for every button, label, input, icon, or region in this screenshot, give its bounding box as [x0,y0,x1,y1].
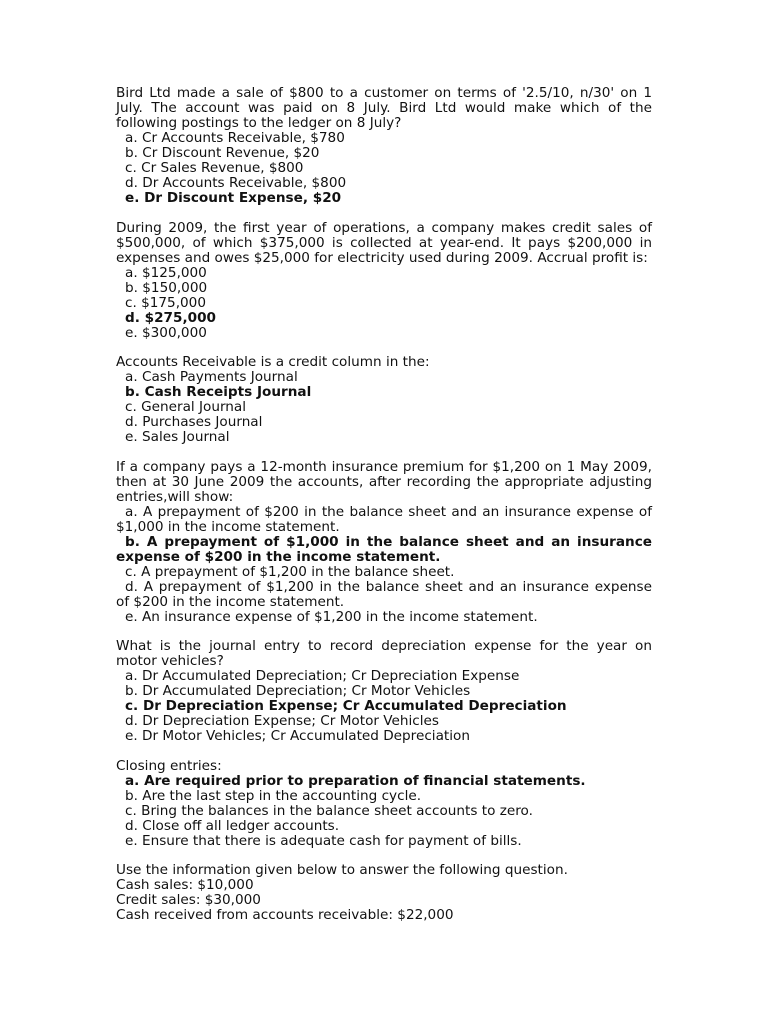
option-list [116,505,652,625]
answer-option: c. General Journal [125,399,247,415]
question-stem: During 2009, the first year of operations, a company makes credit sales of $500,000, of which $375,000 is collected at year-end. It pays $200,000 in expenses and owes $25,000 for electricity used during 2009. Accrual profit is: [116,219,652,266]
correct-answer-option: b. Cash Receipts Journal [125,384,312,400]
answer-option: e. Sales Journal [125,429,230,445]
question-stem: Bird Ltd made a sale of $800 to a customer on terms of '2.5/10, n/30' on 1 July. The account was paid on 8 July. Bird Ltd would make which of the following postings to the ledger on 8 July? [116,85,652,131]
info-line: Cash sales: $10,000 [116,877,254,893]
answer-option: d. Purchases Journal [125,414,263,430]
answer-option: b. Dr Accumulated Depreciation; Cr Motor Vehicles [125,683,471,699]
option-list [116,370,652,445]
answer-option: c. Cr Sales Revenue, $800 [125,160,304,176]
answer-option: a. A prepayment of $200 in the balance sheet and an insurance expense of $1,000 in the income statement. [116,503,652,535]
answer-option: e. Ensure that there is adequate cash for payment of bills. [125,832,522,849]
question-stem: Closing entries: [116,757,222,774]
answer-option: a. Dr Accumulated Depreciation; Cr Depreciation Expense [125,668,520,684]
info-line: Credit sales: $30,000 [116,892,261,908]
question-block [116,355,652,445]
answer-option: d. Dr Accounts Receivable, $800 [125,175,347,191]
answer-option: d. A prepayment of $1,200 in the balance sheet and an insurance expense of $200 in the income statement. [116,578,652,610]
option-list [116,131,652,206]
info-block [116,863,652,923]
question-block [116,221,652,341]
question-block [116,86,652,206]
answer-option: c. $175,000 [125,294,206,311]
answer-option: a. Cr Accounts Receivable, $780 [125,130,345,146]
question-list [116,86,652,849]
correct-answer-option: a. Are required prior to preparation of financial statements. [125,772,586,789]
question-stem: If a company pays a 12-month insurance premium for $1,200 on 1 May 2009, then at 30 June 2009 the accounts, after recording the appropriate adjusting entries,will show: [116,458,652,505]
answer-option: b. Are the last step in the accounting cycle. [125,787,422,804]
answer-option: d. Close off all ledger accounts. [125,817,340,834]
answer-option: e. An insurance expense of $1,200 in the income statement. [125,608,538,625]
option-list [116,266,652,341]
question-block [116,460,652,625]
answer-option: e. $300,000 [125,324,207,341]
answer-option: b. Cr Discount Revenue, $20 [125,145,320,161]
answer-option: c. Bring the balances in the balance sheet accounts to zero. [125,802,533,819]
document-page [116,86,652,938]
info-line: Cash received from accounts receivable: $22,000 [116,907,454,923]
answer-option: a. $125,000 [125,264,207,281]
answer-option: c. A prepayment of $1,200 in the balance sheet. [125,563,455,580]
correct-answer-option: d. $275,000 [125,309,217,326]
correct-answer-option: e. Dr Discount Expense, $20 [125,190,342,206]
answer-option: e. Dr Motor Vehicles; Cr Accumulated Depreciation [125,728,470,744]
answer-option: d. Dr Depreciation Expense; Cr Motor Vehicles [125,713,439,729]
answer-option: b. $150,000 [125,279,208,296]
correct-answer-option: c. Dr Depreciation Expense; Cr Accumulated Depreciation [125,698,567,714]
option-list [116,669,652,744]
correct-answer-option: b. A prepayment of $1,000 in the balance sheet and an insurance expense of $200 in the income statement. [116,533,652,565]
info-intro: Use the information given below to answer the following question. [116,862,568,878]
option-list [116,774,652,849]
question-stem: What is the journal entry to record depreciation expense for the year on motor vehicles? [116,638,652,669]
question-stem: Accounts Receivable is a credit column in the: [116,354,430,370]
question-block [116,639,652,744]
answer-option: a. Cash Payments Journal [125,369,298,385]
question-block [116,759,652,849]
